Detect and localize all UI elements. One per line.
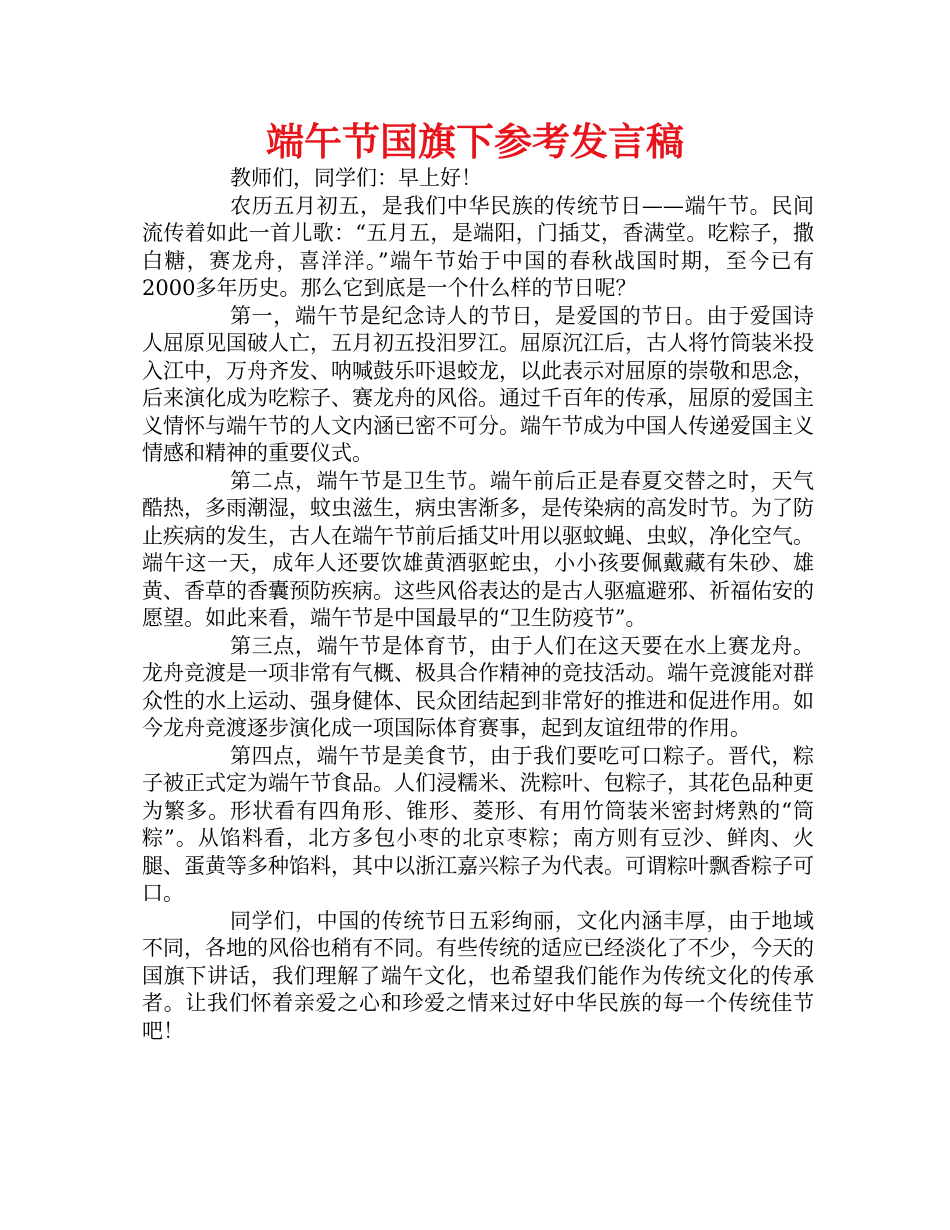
point-four-paragraph: 第四点，端午节是美食节，由于我们要吃可口粽子。晋代，粽子被正式定为端午节食品。人们浸糯米、洗粽叶、包粽子，其花色品种更为繁多。形状看有四角形、锥形、菱形、有用竹筒装米密封烤熟的“筒粽”。从馅料看，北方多包小枣的北京枣粽；南方则有豆沙、鲜肉、火腿、蛋黄等多种馅料，其中以浙江嘉兴粽子为代表。可谓粽叶飘香粽子可口。 [142,743,814,905]
point-one-paragraph: 第一，端午节是纪念诗人的节日，是爱国的节日。由于爱国诗人屈原见国破人亡，五月初五投汨罗江。屈原沉江后，古人将竹筒装米投入江中，万舟齐发、呐喊鼓乐吓退蛟龙，以此表示对屈原的崇敬和思念，后来演化成为吃粽子、赛龙舟的风俗。通过千百年的传承，屈原的爱国主义情怀与端午节的人文内涵已密不可分。端午节成为中国人传递爱国主义情感和精神的重要仪式。 [142,303,814,465]
document-title: 端午节国旗下参考发言稿 [265,120,684,164]
intro-paragraph: 农历五月初五，是我们中华民族的传统节日——端午节。民间流传着如此一首儿歌：“五月五，是端阳，门插艾，香满堂。吃粽子，撒白糖，赛龙舟，喜洋洋。”端午节始于中国的春秋战国时期，至今已有2000多年历史。那么它到底是一个什么样的节日呢？ [142,193,814,300]
greeting-paragraph: 教师们，同学们：早上好！ [230,166,482,190]
document-body [142,165,814,1045]
point-two-paragraph: 第二点，端午节是卫生节。端午前后正是春夏交替之时，天气酷热，多雨潮湿，蚊虫滋生，病虫害渐多，是传染病的高发时节。为了防止疾病的发生，古人在端午节前后插艾叶用以驱蚊蝇、虫蚁，净化空气。端午这一天，成年人还要饮雄黄酒驱蛇虫，小小孩要佩戴藏有朱砂、雄黄、香草的香囊预防疾病。这些风俗表达的是古人驱瘟避邪、祈福佑安的愿望。如此来看，端午节是中国最早的“卫生防疫节”。 [142,468,814,630]
closing-paragraph: 同学们，中国的传统节日五彩绚丽，文化内涵丰厚，由于地域不同，各地的风俗也稍有不同。有些传统的适应已经淡化了不少，今天的国旗下讲话，我们理解了端午文化，也希望我们能作为传统文化的传承者。让我们怀着亲爱之心和珍爱之情来过好中华民族的每一个传统佳节吧！ [142,908,814,1043]
point-three-paragraph: 第三点，端午节是体育节，由于人们在这天要在水上赛龙舟。龙舟竞渡是一项非常有气概、极具合作精神的竞技活动。端午竞渡能对群众性的水上运动、强身健体、民众团结起到非常好的推进和促进作用。如今龙舟竞渡逐步演化成一项国际体育赛事，起到友谊纽带的作用。 [142,633,814,740]
